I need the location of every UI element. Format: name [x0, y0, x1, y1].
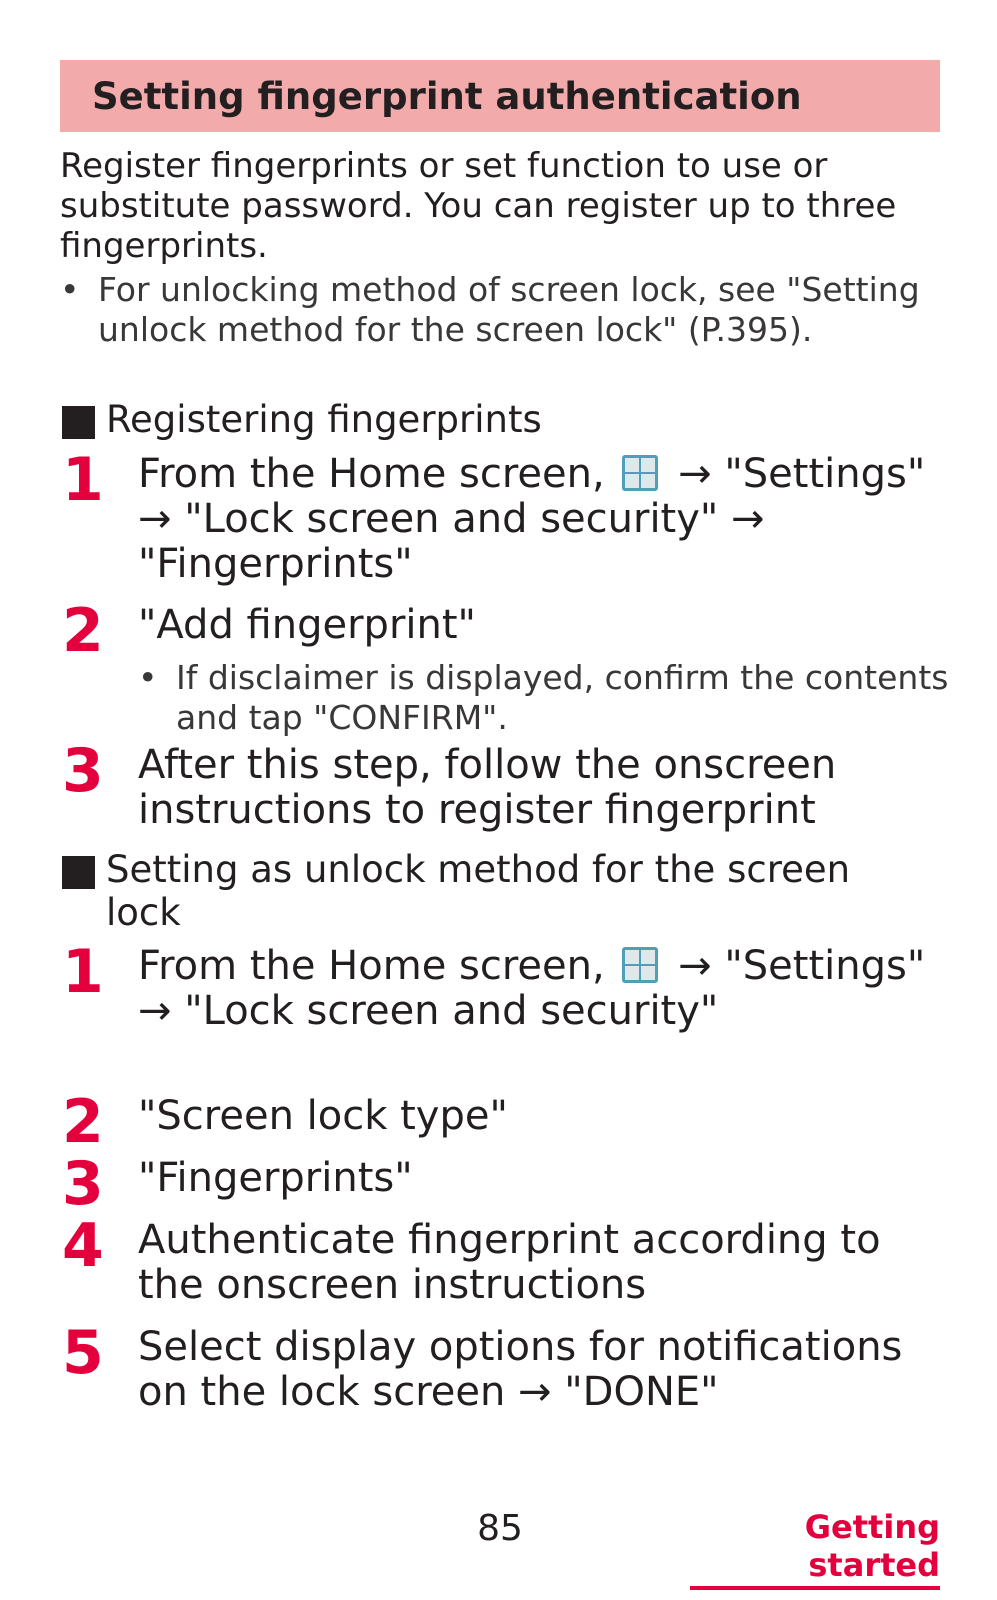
step-number: 2: [62, 596, 104, 666]
apps-grid-icon: [621, 946, 659, 984]
step-number: 3: [62, 736, 104, 806]
register-step-2: [62, 596, 952, 738]
page-number: 85: [477, 1508, 523, 1549]
step-text-part: → "Settings" → "Lock screen and security" → "Fingerprints": [138, 451, 926, 587]
step-text: "Add fingerprint": [138, 602, 476, 648]
step-text: Authenticate fingerprint according to the onscreen instructions: [138, 1217, 881, 1308]
step-text-part: → "Settings" → "Lock screen and security": [138, 943, 926, 1034]
chapter-link[interactable]: Getting started: [690, 1508, 940, 1590]
step-text: [138, 452, 952, 587]
square-bullet-icon: [62, 406, 95, 439]
unlock-step-2: [62, 1087, 952, 1157]
bullet-dot: •: [138, 658, 158, 697]
step-note: [138, 658, 952, 738]
step-text: [138, 944, 952, 1034]
unlock-step-1: [62, 937, 952, 1034]
unlock-step-4: [62, 1211, 952, 1308]
step-number: 2: [62, 1087, 104, 1157]
step-number: 1: [62, 445, 104, 515]
register-step-1: [62, 445, 952, 587]
subheading-unlock-method: [62, 848, 902, 934]
unlock-step-5: [62, 1318, 952, 1415]
step-text: "Fingerprints": [138, 1155, 413, 1201]
step-number: 4: [62, 1211, 104, 1281]
bullet-dot: •: [60, 270, 80, 309]
subheading-text: Setting as unlock method for the screen lock: [106, 848, 851, 934]
apps-grid-icon: [621, 454, 659, 492]
step-note-text: If disclaimer is displayed, confirm the contents and tap "CONFIRM".: [176, 658, 949, 737]
register-step-3: [62, 736, 952, 833]
subheading-registering: [62, 398, 942, 441]
section-title-banner: [60, 60, 940, 132]
step-text: Select display options for notifications on the lock screen → "DONE": [138, 1324, 903, 1415]
unlock-step-3: [62, 1149, 952, 1219]
page-title: Setting fingerprint authentication: [92, 74, 802, 118]
step-text: After this step, follow the onscreen instructions to register fingerprint: [138, 742, 837, 833]
step-number: 5: [62, 1318, 104, 1388]
intro-paragraph: Register fingerprints or set function to use or substitute password. You can register up to three fingerprints.: [60, 146, 897, 266]
square-bullet-icon: [62, 856, 95, 889]
step-text: "Screen lock type": [138, 1093, 508, 1139]
step-number: 3: [62, 1149, 104, 1219]
step-number: 1: [62, 937, 104, 1007]
step-text-part: From the Home screen,: [138, 943, 618, 989]
subheading-text: Registering fingerprints: [106, 398, 542, 441]
intro-note-text: For unlocking method of screen lock, see "Setting unlock method for the screen lock" (P.395).: [98, 270, 920, 349]
step-text-part: From the Home screen,: [138, 451, 618, 497]
intro-note: [60, 270, 920, 350]
